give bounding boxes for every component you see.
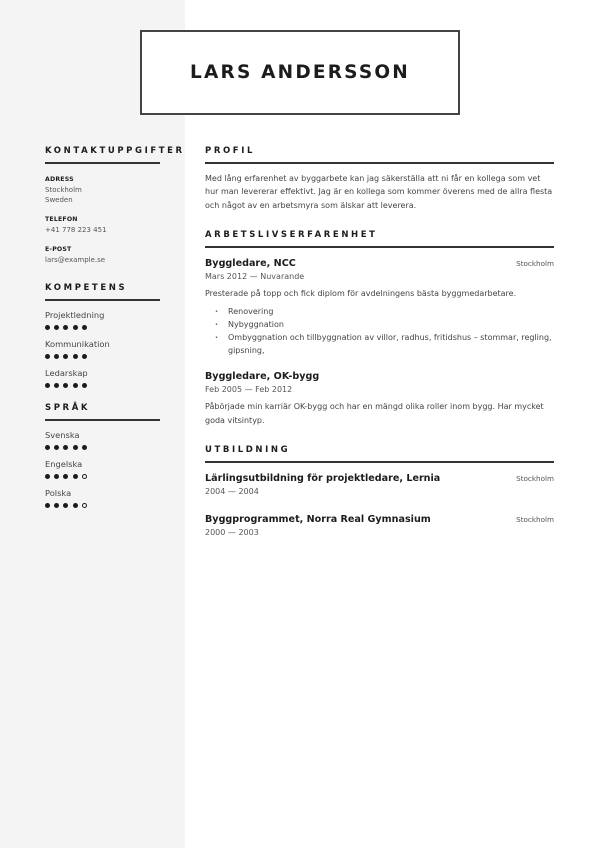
languages-section — [45, 403, 160, 508]
skill-name: Ledarskap — [45, 368, 88, 378]
job-entry — [205, 258, 554, 357]
education-dates: 2004 — 2004 — [205, 487, 259, 497]
filled-dot-icon — [45, 503, 50, 508]
filled-dot-icon — [73, 503, 78, 508]
filled-dot-icon — [73, 445, 78, 450]
filled-dot-icon — [63, 354, 68, 359]
language-name: Engelska — [45, 459, 83, 469]
education-entry — [205, 514, 554, 537]
education-entry — [205, 473, 554, 496]
filled-dot-icon — [54, 503, 59, 508]
language-rating — [45, 445, 160, 450]
education-location: Stockholm — [516, 474, 554, 484]
language-rating — [45, 474, 160, 479]
experience-section-title: ARBETSLIVSERFARENHET — [205, 230, 554, 248]
filled-dot-icon — [82, 354, 87, 359]
left-column — [45, 146, 185, 508]
education-dates: 2000 — 2003 — [205, 528, 259, 538]
languages-section-title: SPRÅK — [45, 403, 160, 421]
skills-list — [45, 310, 160, 388]
job-header — [205, 371, 554, 382]
job-description: Påbörjade min karriär OK-bygg och har en mängd olika roller inom bygg. Har mycket goda vitsintyp. — [205, 402, 544, 425]
name-header-box — [140, 30, 460, 115]
skill-item — [45, 339, 160, 359]
address-line-1: Stockholm — [45, 186, 82, 194]
profile-section-title: PROFIL — [205, 146, 554, 164]
filled-dot-icon — [82, 325, 87, 330]
job-entry — [205, 371, 554, 427]
filled-dot-icon — [45, 325, 50, 330]
contact-section — [45, 146, 185, 266]
filled-dot-icon — [54, 383, 59, 388]
filled-dot-icon — [63, 445, 68, 450]
job-title: Byggledare, OK-bygg — [205, 371, 320, 383]
job-description: Presterade på topp och fick diplom för avdelningens bästa byggmedarbetare. — [205, 289, 517, 299]
education-header — [205, 514, 554, 525]
language-item — [45, 430, 160, 450]
profile-section — [205, 146, 554, 212]
job-bullet: · Ombyggnation och tillbyggnation av villor, radhus, fritidshus – stommar, regling, gipsning, — [215, 331, 554, 357]
language-item — [45, 488, 160, 508]
filled-dot-icon — [63, 325, 68, 330]
email-label: E-POST — [45, 246, 72, 253]
filled-dot-icon — [54, 354, 59, 359]
skill-item — [45, 368, 160, 388]
language-name: Svenska — [45, 430, 80, 440]
skill-rating — [45, 325, 160, 330]
education-title: Lärlingsutbildning för projektledare, Lernia — [205, 473, 441, 485]
filled-dot-icon — [54, 445, 59, 450]
job-title: Byggledare, NCC — [205, 258, 296, 270]
skills-section-title: KOMPETENS — [45, 283, 160, 301]
skill-name: Projektledning — [45, 310, 105, 320]
profile-text: Med lång erfarenhet av byggarbete kan jag säkerställa att ni får en kollega som vet hur man levererar effektivt. Jag är en kollega som kommer överens med de allra flesta och något av en arbetsmyra som älskar att leverera. — [205, 174, 553, 210]
right-column — [205, 146, 554, 537]
skills-section — [45, 283, 160, 388]
address-line-2: Sweden — [45, 196, 73, 204]
filled-dot-icon — [63, 383, 68, 388]
languages-list — [45, 430, 160, 508]
skill-item — [45, 310, 160, 330]
job-bullet-list — [215, 305, 554, 358]
email-value[interactable]: lars@example.se — [45, 256, 106, 264]
language-name: Polska — [45, 488, 72, 498]
candidate-name: LARS ANDERSSON — [190, 62, 410, 83]
filled-dot-icon — [45, 383, 50, 388]
skill-name: Kommunikation — [45, 339, 110, 349]
filled-dot-icon — [73, 354, 78, 359]
filled-dot-icon — [45, 445, 50, 450]
education-title: Byggprogrammet, Norra Real Gymnasium — [205, 514, 431, 526]
empty-dot-icon — [82, 474, 87, 479]
filled-dot-icon — [73, 325, 78, 330]
filled-dot-icon — [73, 383, 78, 388]
contact-section-title: KONTAKTUPPGIFTER — [45, 146, 160, 164]
filled-dot-icon — [82, 445, 87, 450]
filled-dot-icon — [73, 474, 78, 479]
job-dates: Feb 2005 — Feb 2012 — [205, 385, 293, 395]
filled-dot-icon — [54, 474, 59, 479]
address-label: ADRESS — [45, 176, 74, 183]
language-rating — [45, 503, 160, 508]
education-section-title: UTBILDNING — [205, 445, 554, 463]
filled-dot-icon — [45, 474, 50, 479]
filled-dot-icon — [63, 474, 68, 479]
education-section — [205, 445, 554, 537]
language-item — [45, 459, 160, 479]
job-dates: Mars 2012 — Nuvarande — [205, 272, 305, 282]
skill-rating — [45, 354, 160, 359]
filled-dot-icon — [63, 503, 68, 508]
empty-dot-icon — [82, 503, 87, 508]
filled-dot-icon — [45, 354, 50, 359]
phone-label: TELEFON — [45, 216, 78, 223]
filled-dot-icon — [82, 383, 87, 388]
education-header — [205, 473, 554, 484]
phone-value: +41 778 223 451 — [45, 226, 107, 234]
address-value — [45, 185, 160, 206]
education-location: Stockholm — [516, 515, 554, 525]
job-bullet: · Renovering — [215, 305, 554, 318]
skill-rating — [45, 383, 160, 388]
job-header — [205, 258, 554, 269]
experience-section — [205, 230, 554, 427]
job-bullet: · Nybyggnation — [215, 318, 554, 331]
job-location: Stockholm — [516, 259, 554, 269]
filled-dot-icon — [54, 325, 59, 330]
